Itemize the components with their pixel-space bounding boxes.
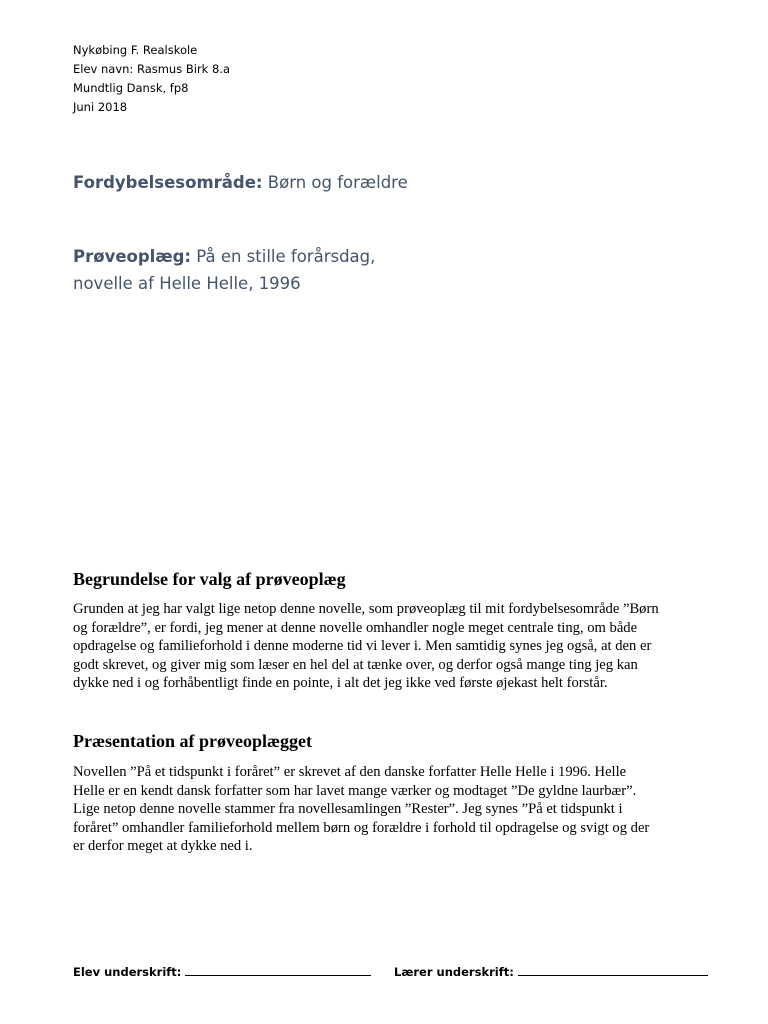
body-line: opdragelse og familieforhold i denne moderne tid vi lever i. Men samtidig synes jeg også, at den er <box>73 638 652 654</box>
date: Juni 2018 <box>73 100 128 114</box>
section-heading-presentation: Præsentation af prøveoplægget <box>73 731 312 751</box>
body-line: Novellen ”På et tidspunkt i foråret” er skrevet af den danske forfatter Helle Helle i 1996. Helle <box>73 764 627 780</box>
teacher-signature-line <box>518 963 708 976</box>
topic-value: Børn og forældre <box>267 173 408 192</box>
student-signature-line <box>185 963 371 976</box>
section-body-presentation <box>73 763 713 856</box>
body-line: Lige netop denne novelle stammer fra novellesamlingen ”Rester”. Jeg synes ”På et tidspunkt i <box>73 801 623 817</box>
student-signature-label: Elev underskrift: <box>73 965 182 979</box>
sample-label: Prøveoplæg: <box>73 247 192 266</box>
school-name: Nykøbing F. Realskole <box>73 43 198 57</box>
section-body-reason <box>73 600 713 693</box>
body-line: Helle er en kendt dansk forfatter som har lavet mange værker og modtaget ”De gyldne laurbær”. <box>73 782 637 799</box>
student-signature <box>73 963 371 979</box>
teacher-signature <box>394 963 708 979</box>
body-line: dykke ned i og forhåbentligt finde en pointe, i alt det jeg ikke ved første øjekast helt forstår. <box>73 675 608 691</box>
body-line: er derfor meget at dykke ned i. <box>73 838 253 854</box>
subject: Mundtlig Dansk, fp8 <box>73 81 189 95</box>
body-line: og forældre”, er fordi, jeg mener at denne novelle omhandler nogle meget centrale ting, om både <box>73 619 638 636</box>
document-header <box>73 41 230 117</box>
topic-line <box>73 173 408 192</box>
sample-title: På en stille forårsdag, <box>196 247 376 266</box>
student-name: Elev navn: Rasmus Birk 8.a <box>73 62 231 76</box>
body-line: Grunden at jeg har valgt lige netop denne novelle, som prøveoplæg til mit fordybelsesområde ”Børn <box>73 601 659 617</box>
sample-block <box>73 243 375 297</box>
sample-author: novelle af Helle Helle, 1996 <box>73 274 301 293</box>
topic-label: Fordybelsesområde: <box>73 173 263 192</box>
section-heading-reason: Begrundelse for valg af prøveoplæg <box>73 569 346 589</box>
body-line: foråret” omhandler familieforhold mellem børn og forældre i forhold til opdragelse og svigt og der <box>73 819 650 836</box>
teacher-signature-label: Lærer underskrift: <box>394 965 514 979</box>
body-line: godt skrevet, og giver mig som læser en hel del at tænke over, og derfor også mange ting jeg kan <box>73 656 638 673</box>
